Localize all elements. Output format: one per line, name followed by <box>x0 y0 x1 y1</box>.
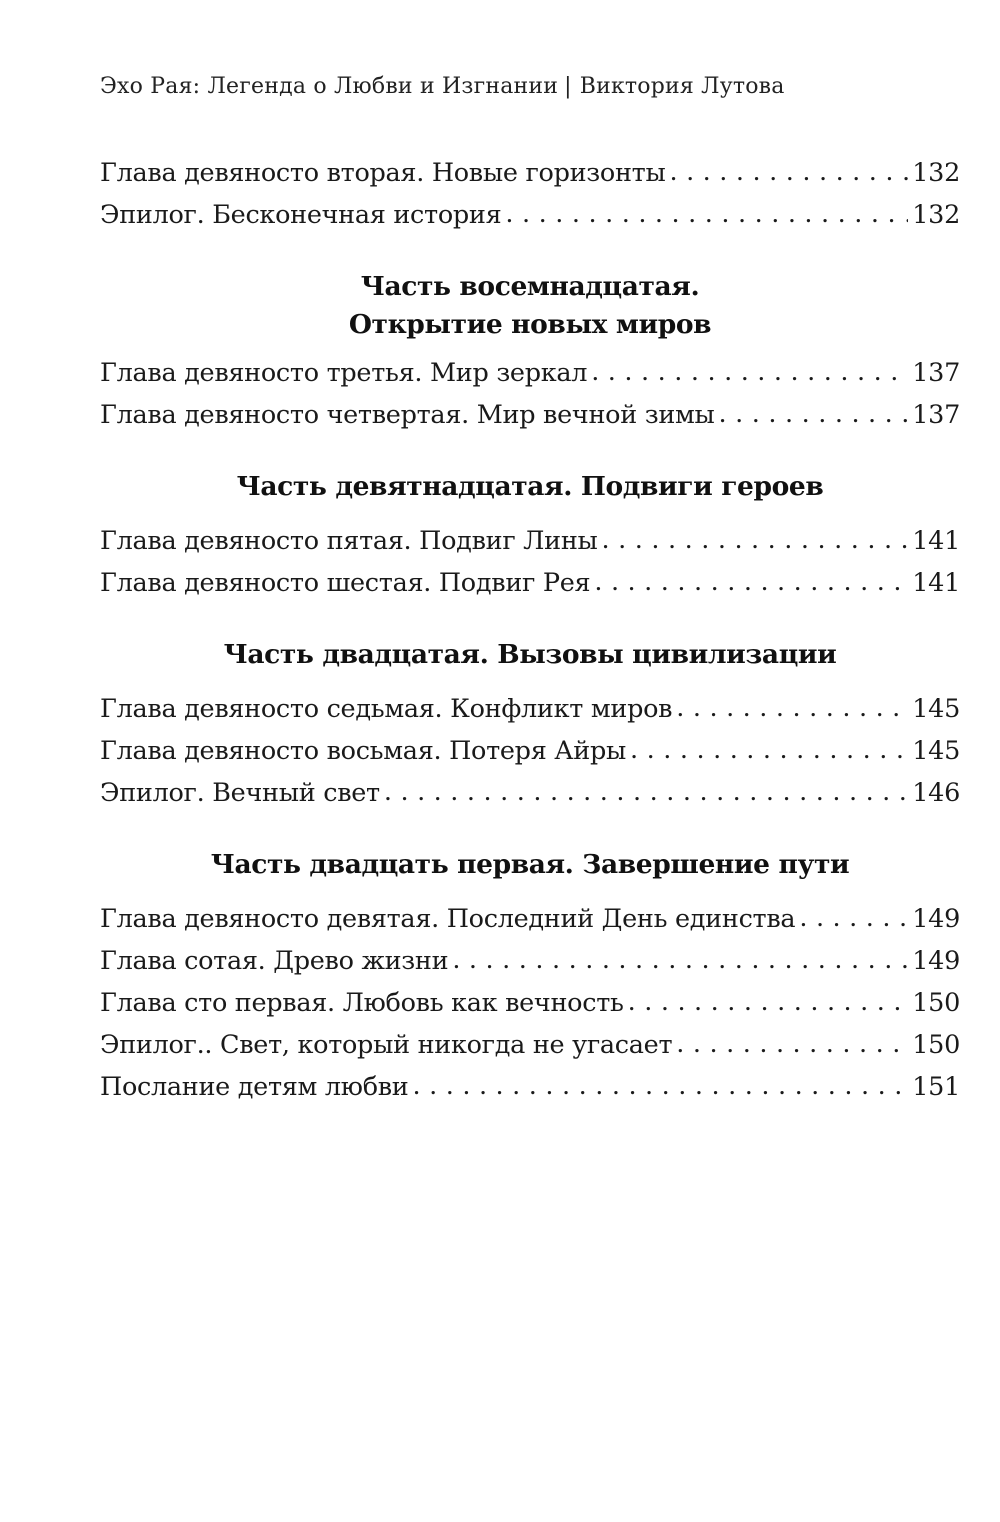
toc-entry[interactable] <box>100 736 960 778</box>
toc-entry[interactable] <box>100 568 960 610</box>
dot-leader <box>384 777 908 807</box>
toc-entry-title: Эпилог. Вечный свет <box>100 778 380 808</box>
toc-entry[interactable] <box>100 694 960 736</box>
dot-leader <box>669 157 908 187</box>
dot-leader <box>676 1029 908 1059</box>
dot-leader <box>630 735 908 765</box>
toc-entry-page: 145 <box>912 736 960 766</box>
toc-entry[interactable] <box>100 1072 960 1114</box>
dot-leader <box>594 567 908 597</box>
part-heading-line: Открытие новых миров <box>348 309 712 340</box>
toc-entry-title: Глава девяносто шестая. Подвиг Рея <box>100 568 591 598</box>
toc-entry[interactable] <box>100 904 960 946</box>
part-heading <box>100 268 960 344</box>
part-heading <box>100 636 960 674</box>
toc-entry-title: Глава девяносто седьмая. Конфликт миров <box>100 694 673 724</box>
author-name: Виктория Лутова <box>579 74 785 99</box>
dot-leader <box>452 945 908 975</box>
toc-entry-page: 137 <box>912 358 960 388</box>
toc-entry-title: Глава девяносто третья. Мир зеркал <box>100 358 588 388</box>
toc-entry-page: 145 <box>912 694 960 724</box>
toc-entry-title: Глава девяносто восьмая. Потеря Айры <box>100 736 627 766</box>
part-heading-line: Часть двадцать первая. Завершение пути <box>210 849 850 880</box>
toc-entry-page: 149 <box>912 946 960 976</box>
toc-entry[interactable] <box>100 988 960 1030</box>
dot-leader <box>413 1071 909 1101</box>
toc-entry-title: Глава сто первая. Любовь как вечность <box>100 988 624 1018</box>
toc-entry-page: 150 <box>912 1030 960 1060</box>
toc-entry-title: Глава девяносто вторая. Новые горизонты <box>100 158 666 188</box>
toc-group-continued <box>100 158 960 242</box>
toc-group <box>100 694 960 820</box>
part-heading <box>100 468 960 506</box>
toc-entry[interactable] <box>100 200 960 242</box>
part-heading-line: Часть двадцатая. Вызовы цивилизации <box>223 639 837 670</box>
toc-entry[interactable] <box>100 778 960 820</box>
toc-group <box>100 358 960 442</box>
toc-entry-title: Глава сотая. Древо жизни <box>100 946 449 976</box>
toc-entry-page: 149 <box>912 904 960 934</box>
toc-entry[interactable] <box>100 1030 960 1072</box>
dot-leader <box>505 199 908 229</box>
toc-group <box>100 526 960 610</box>
toc-entry[interactable] <box>100 158 960 200</box>
toc-entry-page: 150 <box>912 988 960 1018</box>
toc-entry-page: 132 <box>912 158 960 188</box>
toc-entry-page: 146 <box>912 778 960 808</box>
part-heading <box>100 846 960 884</box>
toc-entry-page: 151 <box>912 1072 960 1102</box>
part-heading-line: Часть восемнадцатая. <box>360 271 700 302</box>
toc-entry-title: Эпилог.. Свет, который никогда не угасает <box>100 1030 673 1060</box>
dot-leader <box>676 693 908 723</box>
toc-entry-page: 141 <box>912 526 960 556</box>
table-of-contents <box>100 158 960 1114</box>
toc-entry-title: Глава девяносто девятая. Последний День единства <box>100 904 796 934</box>
dot-leader <box>602 525 909 555</box>
toc-entry-title: Послание детям любви <box>100 1072 409 1102</box>
book-title: Эхо Рая: Легенда о Любви и Изгнании <box>100 74 559 99</box>
toc-entry[interactable] <box>100 358 960 400</box>
toc-entry-page: 132 <box>912 200 960 230</box>
toc-entry-title: Эпилог. Бесконечная история <box>100 200 502 230</box>
part-heading-line: Часть девятнадцатая. Подвиги героев <box>236 471 824 502</box>
dot-leader <box>591 357 908 387</box>
header-separator: | <box>564 74 572 99</box>
toc-entry[interactable] <box>100 400 960 442</box>
toc-entry-page: 137 <box>912 400 960 430</box>
dot-leader <box>719 399 909 429</box>
dot-leader <box>628 987 909 1017</box>
toc-group <box>100 904 960 1114</box>
toc-entry-page: 141 <box>912 568 960 598</box>
running-header <box>100 74 785 99</box>
toc-entry-title: Глава девяносто пятая. Подвиг Лины <box>100 526 598 556</box>
toc-entry[interactable] <box>100 526 960 568</box>
toc-entry-title: Глава девяносто четвертая. Мир вечной зимы <box>100 400 715 430</box>
toc-entry[interactable] <box>100 946 960 988</box>
dot-leader <box>799 903 908 933</box>
